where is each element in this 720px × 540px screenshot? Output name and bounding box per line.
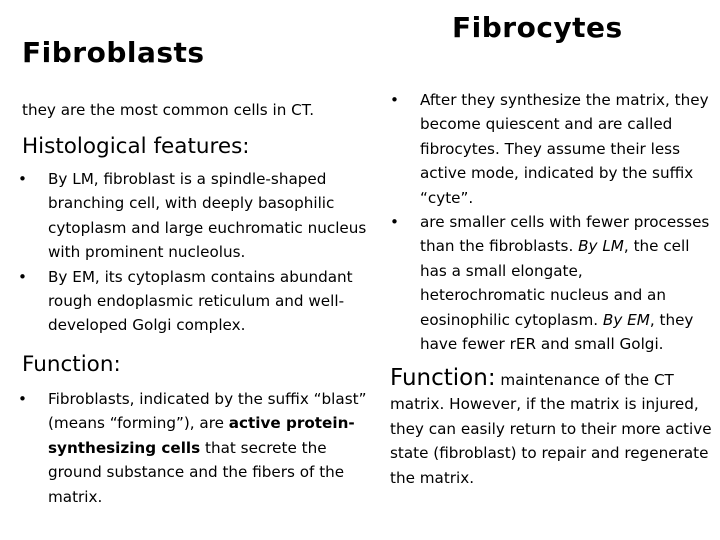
fibroblast-function-text-2: that secrete the ground substance and the fibers of the matrix. — [48, 438, 345, 506]
fibrocytes-morph-em: By EM — [602, 310, 650, 329]
fibrocytes-list — [390, 88, 712, 356]
fibrocytes-morph-text-2: , the cell has a small elongate, heterochromatic nucleus and an eosinophilic cytoplasm. — [420, 237, 690, 329]
fibroblast-function-bullet — [18, 387, 368, 509]
fibrocytes-title: Fibrocytes — [452, 11, 623, 44]
fibrocytes-function-text: maintenance of the CT matrix. However, if the matrix is injured, they can easily return to their more active state (fibroblast) to repair and regenerate the matrix. — [390, 371, 712, 487]
fibrocytes-bullet-quiescent: • After they synthesize the matrix, they become quiescent and are called fibrocytes. They assume their less active mode, indicated by the suffix “cyte”. — [390, 88, 712, 210]
fibrocytes-morph-text-1: are smaller cells with fewer processes than the fibroblasts. — [420, 213, 710, 256]
fibroblast-function-heading: Function: — [22, 352, 121, 377]
histology-bullet-lm: • By LM, fibroblast is a spindle-shaped branching cell, with deeply basophilic cytoplasm and large euchromatic nucleus with prominent nucleolus. — [18, 167, 390, 265]
fibroblast-function-text-1: Fibroblasts, indicated by the suffix “blast” (means “forming”), are — [48, 390, 367, 433]
fibroblasts-intro: they are the most common cells in CT. — [22, 101, 315, 119]
fibroblast-function-bold: active protein-synthesizing cells — [48, 414, 355, 457]
fibrocytes-function-heading: Function: — [390, 365, 496, 391]
fibrocytes-morph-text-3: , they have fewer rER and small Golgi. — [420, 310, 694, 354]
histological-features-heading: Histological features: — [22, 134, 250, 159]
fibroblasts-title: Fibroblasts — [22, 36, 205, 69]
fibroblast-function-list — [18, 387, 368, 509]
fibrocytes-bullet-morphology — [390, 210, 712, 356]
histology-list — [18, 167, 390, 338]
histology-bullet-em: • By EM, its cytoplasm contains abundant rough endoplasmic reticulum and well-developed Golgi complex. — [18, 265, 390, 338]
fibrocytes-function-block — [390, 366, 712, 490]
fibrocytes-morph-lm: By LM — [578, 237, 624, 256]
